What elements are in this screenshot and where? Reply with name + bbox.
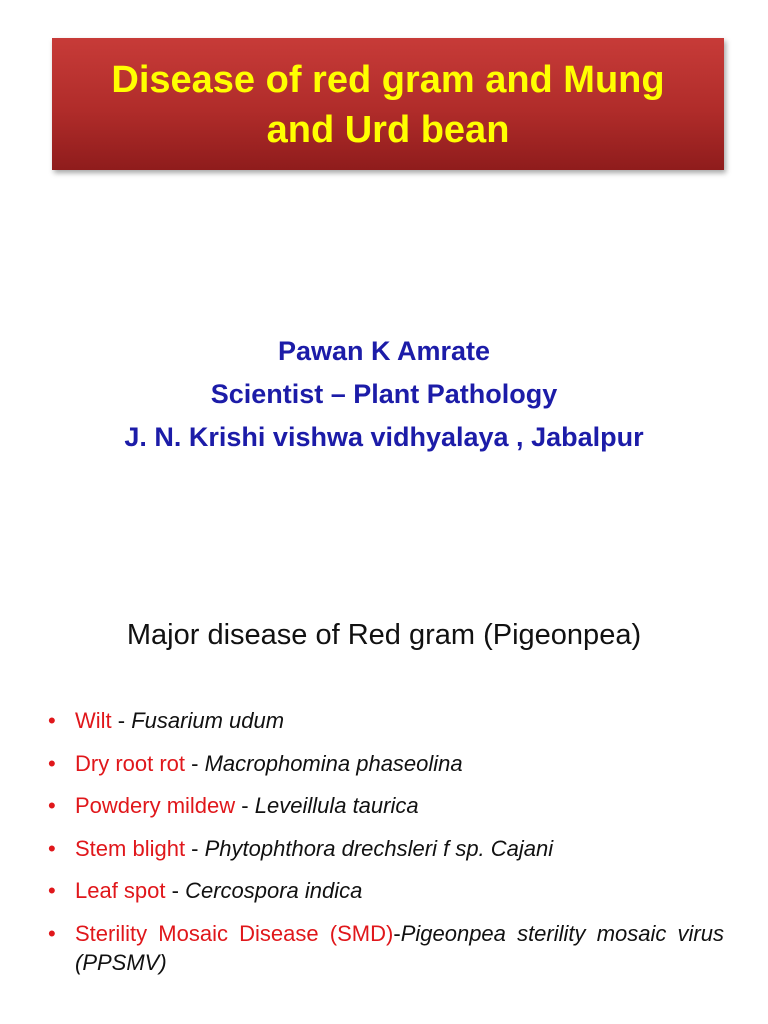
disease-name: Leaf spot [75, 878, 166, 903]
disease-item [48, 876, 724, 905]
separator: - [185, 750, 205, 776]
disease-name: Stem blight [75, 835, 186, 861]
pathogen-name: Phytophthora drechsleri f sp. Cajani [204, 835, 554, 861]
disease-name: Powdery mildew [75, 793, 236, 818]
pathogen-name: Cercospora indica [185, 878, 363, 903]
disease-item [48, 706, 724, 735]
section-heading: Major disease of Red gram (Pigeonpea) [126, 619, 642, 651]
separator: - [185, 835, 205, 861]
pathogen-name: Pigeonpea sterility mosaic virus (PPSMV) [75, 920, 724, 975]
pathogen-name: Macrophomina phaseolina [204, 750, 463, 776]
bullet-icon: • [48, 793, 56, 818]
bullet-icon: • [48, 708, 56, 733]
bullet-icon: • [48, 878, 56, 903]
disease-name: Wilt [75, 708, 112, 733]
disease-item [48, 791, 724, 820]
separator: - [165, 878, 186, 903]
author-institution: J. N. Krishi vishwa vidhyalaya , Jabalpur [124, 422, 644, 452]
disease-list [48, 706, 724, 990]
bullet-icon: • [48, 750, 56, 776]
disease-item [48, 919, 724, 977]
author-name: Pawan K Amrate [277, 336, 491, 366]
separator: - [393, 920, 401, 946]
disease-item [48, 834, 724, 863]
author-designation: Scientist – Plant Pathology [210, 379, 558, 409]
bullet-icon: • [48, 920, 56, 946]
title-line-2: and Urd bean [266, 109, 510, 151]
title-banner [52, 38, 724, 170]
disease-item [48, 749, 724, 778]
separator: - [235, 793, 255, 818]
separator: - [111, 708, 132, 733]
disease-name: Dry root rot [75, 750, 186, 776]
pathogen-name: Fusarium udum [131, 708, 285, 733]
pathogen-name: Leveillula taurica [254, 793, 419, 818]
title-line-1: Disease of red gram and Mung [111, 59, 665, 101]
bullet-icon: • [48, 835, 56, 861]
disease-name: Sterility Mosaic Disease (SMD) [75, 920, 394, 946]
author-block [0, 330, 768, 459]
